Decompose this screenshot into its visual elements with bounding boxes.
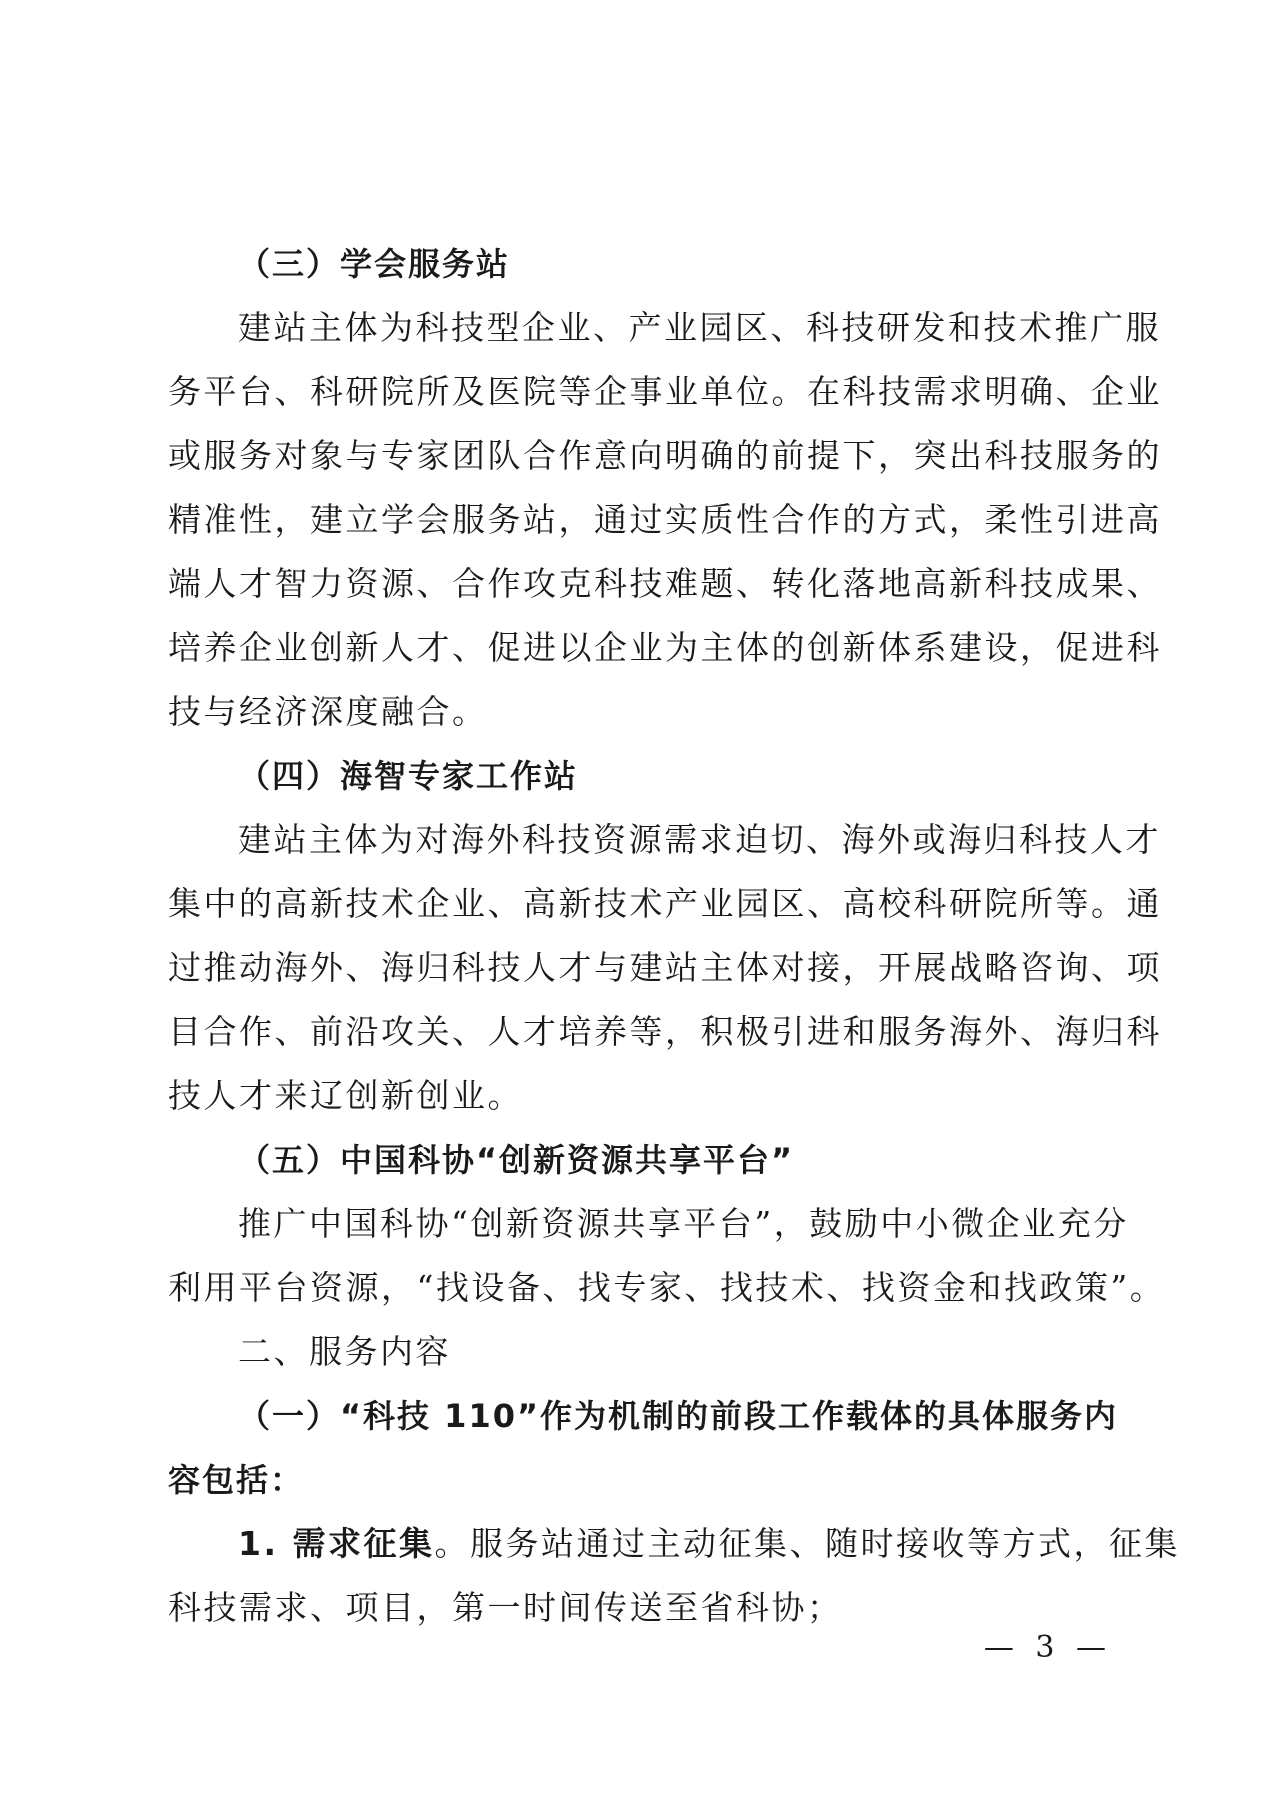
list-item-label: 1. 需求征集 — [238, 1524, 435, 1563]
page-number: — 3 — — [983, 1630, 1112, 1665]
paragraph-line: 建站主体为对海外科技资源需求迫切、海外或海归科技人才 — [238, 820, 1161, 859]
paragraph-line: 或服务对象与专家团队合作意向明确的前提下，突出科技服务的 — [168, 436, 1162, 475]
paragraph-line: 端人才智力资源、合作攻克科技难题、转化落地高新科技成果、 — [168, 564, 1162, 603]
part-heading-2: 二、服务内容 — [238, 1332, 451, 1371]
list-item-1 — [168, 1512, 1180, 1576]
list-item-text: 。服务站通过主动征集、随时接收等方式，征集 — [434, 1524, 1180, 1563]
paragraph-line: 目合作、前沿攻关、人才培养等，积极引进和服务海外、海归科 — [168, 1012, 1162, 1051]
paragraph-line: 技人才来辽创新创业。 — [168, 1076, 523, 1115]
paragraph-line: 科技需求、项目，第一时间传送至省科协； — [168, 1588, 843, 1627]
paragraph-line: 精准性，建立学会服务站，通过实质性合作的方式，柔性引进高 — [168, 500, 1162, 539]
paragraph-line: 建站主体为科技型企业、产业园区、科技研发和技术推广服 — [238, 308, 1161, 347]
paragraph-line: 集中的高新技术企业、高新技术产业园区、高校科研院所等。通 — [168, 884, 1162, 923]
document-body — [168, 232, 1180, 1640]
subsection-heading-1: （一）“科技 110”作为机制的前段工作载体的具体服务内 — [238, 1397, 1119, 1435]
section-heading-3: （三）学会服务站 — [238, 245, 511, 283]
subsection-heading-1-cont: 容包括： — [168, 1461, 305, 1499]
paragraph-line: 技与经济深度融合。 — [168, 692, 488, 731]
section-heading-4: （四）海智专家工作站 — [238, 757, 579, 795]
paragraph-line: 过推动海外、海归科技人才与建站主体对接，开展战略咨询、项 — [168, 948, 1162, 987]
paragraph-line: 推广中国科协“创新资源共享平台”，鼓励中小微企业充分 — [238, 1204, 1129, 1243]
paragraph-line: 利用平台资源，“找设备、找专家、找技术、找资金和找政策”。 — [168, 1268, 1166, 1307]
paragraph-line: 培养企业创新人才、促进以企业为主体的创新体系建设，促进科 — [168, 628, 1162, 667]
paragraph-line: 务平台、科研院所及医院等企事业单位。在科技需求明确、企业 — [168, 372, 1162, 411]
section-heading-5: （五）中国科协“创新资源共享平台” — [238, 1141, 795, 1179]
